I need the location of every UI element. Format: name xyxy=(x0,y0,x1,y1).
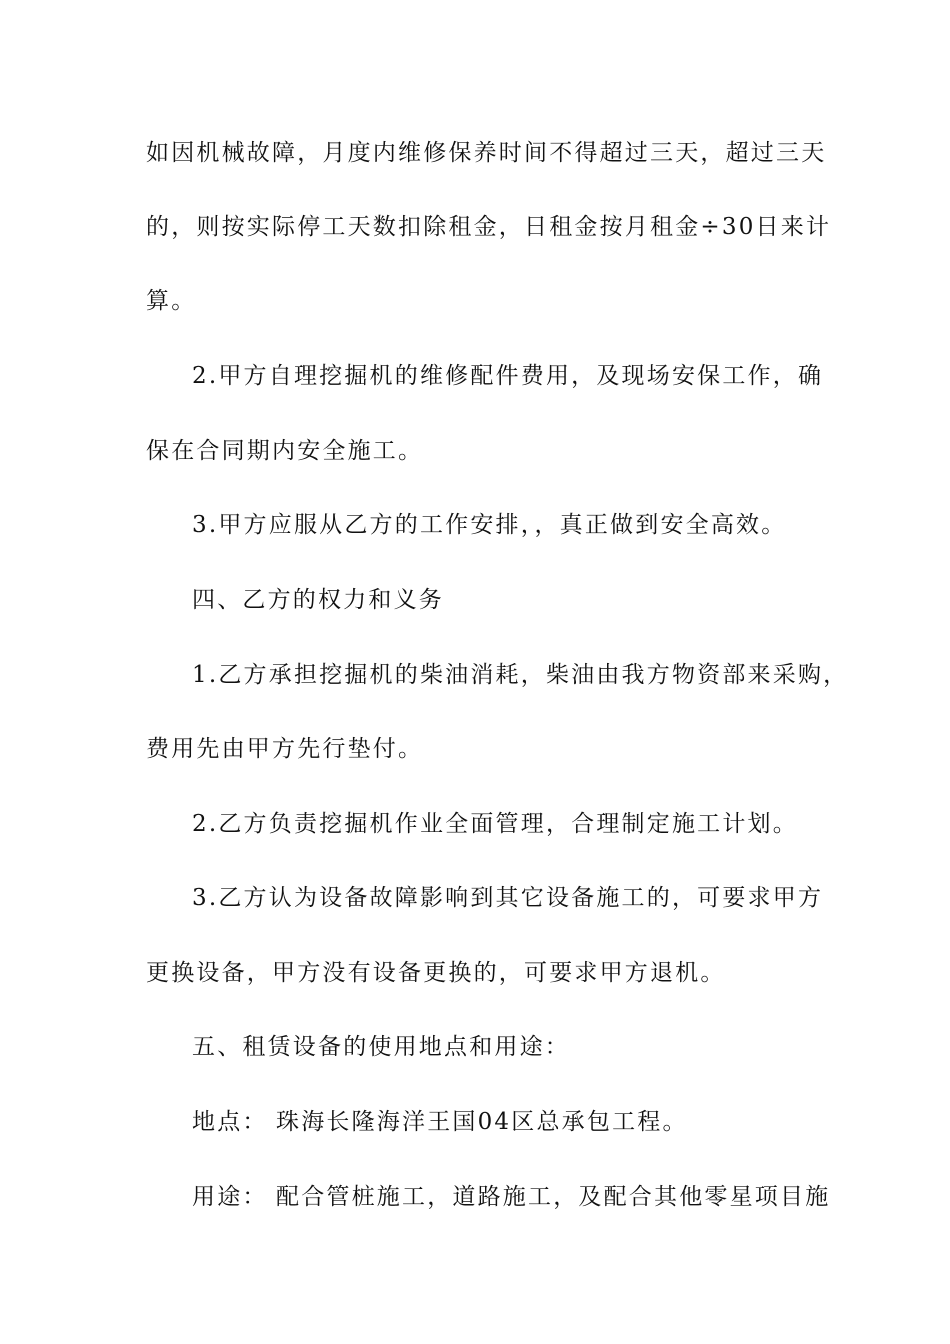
location-label: 地点： xyxy=(192,1109,268,1135)
paragraph-line: 如因机械故障，月度内维修保养时间不得超过三天，超过三天 xyxy=(146,140,827,166)
paragraph-line: 费用先由甲方先行垫付。 xyxy=(146,736,424,762)
paragraph-line: 2.甲方自理挖掘机的维修配件费用，及现场安保工作，确 xyxy=(192,363,824,389)
location-value: 珠海长隆海洋王国04区总承包工程。 xyxy=(276,1109,688,1135)
paragraph-line: 2.乙方负责挖掘机作业全面管理，合理制定施工计划。 xyxy=(192,811,798,837)
paragraph-line: 3.乙方认为设备故障影响到其它设备施工的，可要求甲方 xyxy=(192,885,824,911)
purpose-label: 用途： xyxy=(192,1184,268,1210)
location-line xyxy=(192,1107,862,1137)
paragraph-line: 1.乙方承担挖掘机的柴油消耗，柴油由我方物资部来采购， xyxy=(192,662,849,688)
paragraph-line: 更换设备，甲方没有设备更换的，可要求甲方退机。 xyxy=(146,960,726,986)
paragraph-line: 算。 xyxy=(146,288,197,314)
section-heading: 四、乙方的权力和义务 xyxy=(192,587,444,613)
purpose-value: 配合管桩施工，道路施工，及配合其他零星项目施 xyxy=(276,1184,831,1210)
paragraph-line: 保在合同期内安全施工。 xyxy=(146,438,424,464)
paragraph-line: 的，则按实际停工天数扣除租金，日租金按月租金÷30日来计 xyxy=(146,214,832,240)
section-heading: 五、租赁设备的使用地点和用途： xyxy=(192,1034,570,1060)
paragraph-line: 3.甲方应服从乙方的工作安排，，真正做到安全高效。 xyxy=(192,512,787,538)
purpose-line xyxy=(192,1182,862,1212)
